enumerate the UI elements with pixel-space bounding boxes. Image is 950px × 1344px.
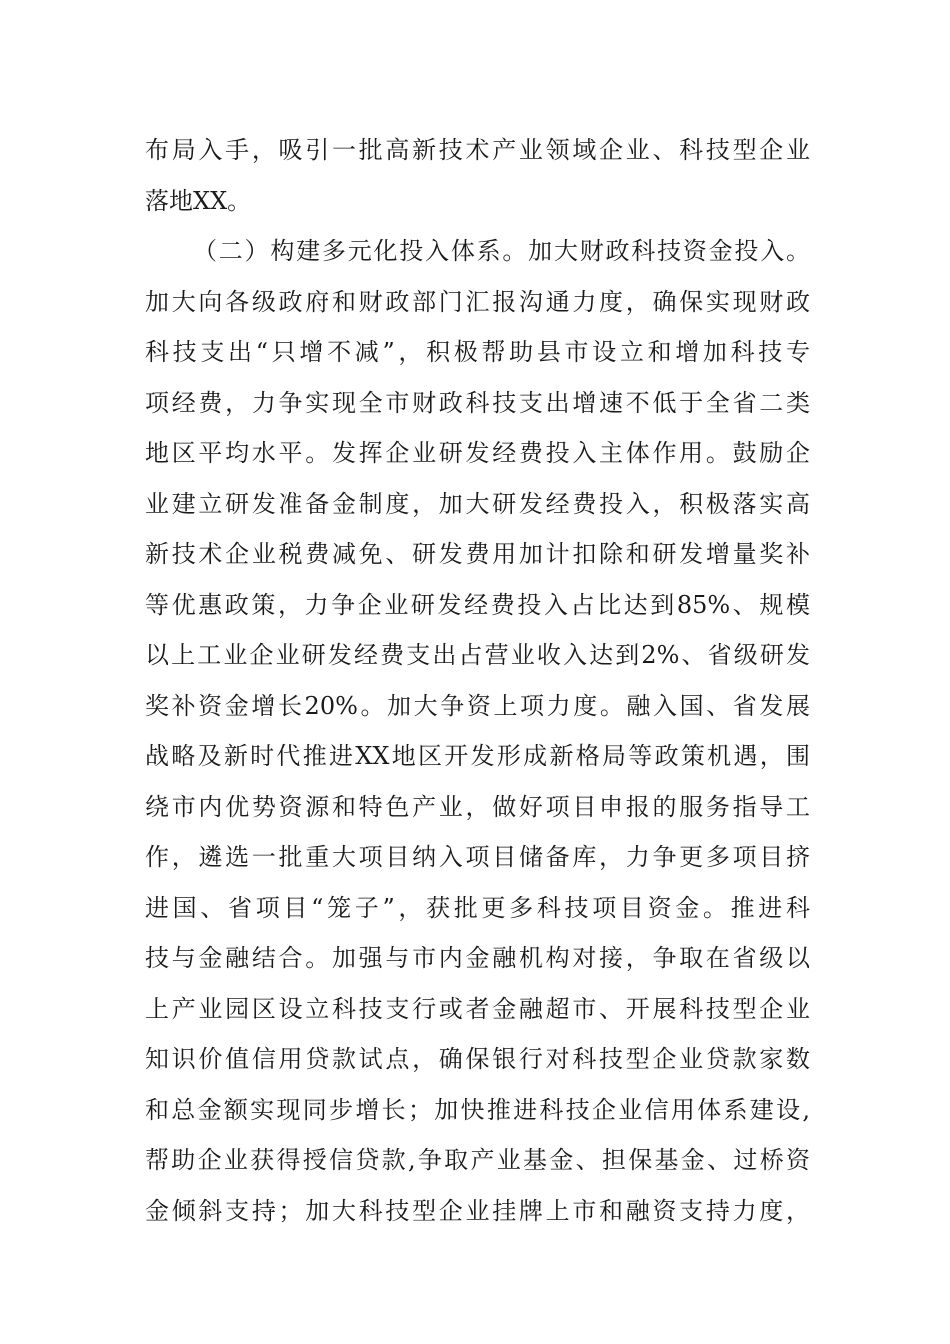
text-line: 落地XX。 bbox=[145, 186, 252, 215]
text-line: 金倾斜支持；加大科技型企业挂牌上市和融资支持力度， bbox=[145, 1196, 810, 1225]
text-line: 新技术企业税费减免、研发费用加计扣除和研发增量奖补 bbox=[145, 540, 810, 568]
body-text bbox=[145, 125, 810, 1236]
section-heading-line: （二）构建多元化投入体系。加大财政科技资金投入。 bbox=[193, 237, 810, 265]
text-line: 上产业园区设立科技支行或者金融超市、开展科技型企业 bbox=[145, 994, 810, 1023]
text-line: 技与金融结合。加强与市内金融机构对接，争取在省级以 bbox=[145, 944, 810, 972]
text-line: 知识价值信用贷款试点，确保银行对科技型企业贷款家数 bbox=[145, 1045, 810, 1073]
text-line: 作，遴选一批重大项目纳入项目储备库，力争更多项目挤 bbox=[145, 843, 810, 871]
text-line: 等优惠政策，力争企业研发经费投入占比达到85%、规模 bbox=[145, 590, 810, 619]
text-line: 加大向各级政府和财政部门汇报沟通力度，确保实现财政 bbox=[145, 287, 810, 316]
text-line: 布局入手，吸引一批高新技术产业领域企业、科技型企业 bbox=[145, 136, 810, 164]
text-line: 科技支出“只增不减”，积极帮助县市设立和增加科技专 bbox=[145, 338, 810, 366]
text-line: 地区平均水平。发挥企业研发经费投入主体作用。鼓励企 bbox=[145, 439, 810, 467]
text-line: 和总金额实现同步增长；加快推进科技企业信用体系建设, bbox=[145, 1095, 810, 1124]
text-line: 绕市内优势资源和特色产业，做好项目申报的服务指导工 bbox=[145, 792, 810, 821]
text-line: 奖补资金增长20%。加大争资上项力度。融入国、省发展 bbox=[145, 691, 810, 720]
text-line: 以上工业企业研发经费支出占营业收入达到2%、省级研发 bbox=[145, 641, 810, 669]
text-line: 进国、省项目“笼子”，获批更多科技项目资金。推进科 bbox=[145, 893, 810, 922]
text-line: 项经费，力争实现全市财政科技支出增速不低于全省二类 bbox=[145, 388, 810, 417]
text-line: 业建立研发准备金制度，加大研发经费投入，积极落实高 bbox=[145, 489, 810, 518]
text-line: 帮助企业获得授信贷款,争取产业基金、担保基金、过桥资 bbox=[145, 1146, 810, 1174]
text-line: 战略及新时代推进XX地区开发形成新格局等政策机遇，围 bbox=[145, 742, 810, 770]
